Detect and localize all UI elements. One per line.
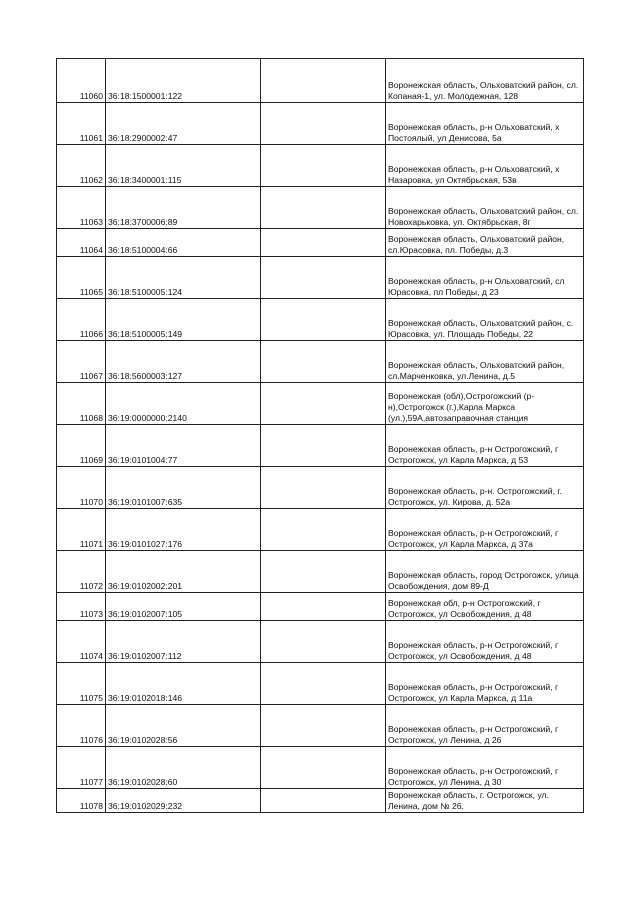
table-row [57, 257, 584, 299]
table-row [57, 551, 584, 593]
table-row [57, 425, 584, 467]
row-number: 11072 [57, 551, 106, 593]
property-registry-table [56, 58, 584, 813]
cadastral-number: 36:19:0102029:232 [106, 789, 261, 813]
table-row [57, 621, 584, 663]
empty-cell [261, 299, 386, 341]
row-number: 11060 [57, 59, 106, 103]
row-number: 11069 [57, 425, 106, 467]
address-cell: Воронежская область, р-н Острогожский, г Острогожск, ул Освобождения, д 48 [386, 621, 584, 663]
empty-cell [261, 425, 386, 467]
row-number: 11070 [57, 467, 106, 509]
empty-cell [261, 663, 386, 705]
empty-cell [261, 789, 386, 813]
cadastral-number: 36:18:3400001:115 [106, 145, 261, 187]
address-cell: Воронежская область, город Острогожск, улица Освобождения, дом 89-Д [386, 551, 584, 593]
table-row [57, 663, 584, 705]
cadastral-number: 36:19:0102018:146 [106, 663, 261, 705]
cadastral-number: 36:19:0102028:60 [106, 747, 261, 789]
cadastral-number: 36:19:0102007:105 [106, 593, 261, 621]
row-number: 11064 [57, 229, 106, 257]
row-number: 11073 [57, 593, 106, 621]
empty-cell [261, 621, 386, 663]
cadastral-number: 36:19:0102002:201 [106, 551, 261, 593]
address-cell: Воронежская область, Ольховатский район, сл.Марченковка, ул.Ленина, д.5 [386, 341, 584, 383]
row-number: 11071 [57, 509, 106, 551]
table-row [57, 789, 584, 813]
address-cell: Воронежская область, р-н Острогожский, г Острогожск, ул Карла Маркса, д 53 [386, 425, 584, 467]
empty-cell [261, 747, 386, 789]
empty-cell [261, 229, 386, 257]
cadastral-number: 36:19:0102028:56 [106, 705, 261, 747]
cadastral-number: 36:18:2900002:47 [106, 103, 261, 145]
table-body [57, 59, 584, 813]
cadastral-number: 36:19:0101007:635 [106, 467, 261, 509]
address-cell: Воронежская область, р-н Острогожский, г Острогожск, ул Карла Маркса, д 37а [386, 509, 584, 551]
cadastral-number: 36:18:5600003:127 [106, 341, 261, 383]
address-cell: Воронежская область, р-н Ольховатский, х Постоялый, ул Денисова, 5а [386, 103, 584, 145]
empty-cell [261, 257, 386, 299]
cadastral-number: 36:18:5100005:124 [106, 257, 261, 299]
row-number: 11063 [57, 187, 106, 229]
row-number: 11067 [57, 341, 106, 383]
table-row [57, 705, 584, 747]
empty-cell [261, 103, 386, 145]
empty-cell [261, 341, 386, 383]
row-number: 11078 [57, 789, 106, 813]
table-row [57, 187, 584, 229]
address-cell: Воронежская область, Ольховатский район, с. Юрасовка, ул. Площадь Победы, 22 [386, 299, 584, 341]
empty-cell [261, 509, 386, 551]
empty-cell [261, 383, 386, 425]
cadastral-number: 36:19:0102007:112 [106, 621, 261, 663]
table-row [57, 467, 584, 509]
row-number: 11076 [57, 705, 106, 747]
table-row [57, 103, 584, 145]
table-row [57, 299, 584, 341]
address-cell: Воронежская область, р-н Острогожский, г Острогожск, ул Карла Маркса, д 11а [386, 663, 584, 705]
address-cell: Воронежская область, р-н. Острогожский, г. Острогожск, ул. Кирова, д. 52а [386, 467, 584, 509]
cadastral-number: 36:18:1500001:122 [106, 59, 261, 103]
empty-cell [261, 593, 386, 621]
empty-cell [261, 551, 386, 593]
cadastral-number: 36:19:0000000:2140 [106, 383, 261, 425]
cadastral-number: 36:18:5100005:149 [106, 299, 261, 341]
table-row [57, 341, 584, 383]
table-row [57, 59, 584, 103]
row-number: 11062 [57, 145, 106, 187]
row-number: 11065 [57, 257, 106, 299]
table-row [57, 747, 584, 789]
row-number: 11075 [57, 663, 106, 705]
empty-cell [261, 705, 386, 747]
address-cell: Воронежская область, р-н Острогожский, г Острогожск, ул Ленина, д 30 [386, 747, 584, 789]
empty-cell [261, 145, 386, 187]
address-cell: Воронежская (обл),Острогожский (р-н),Острогожск (г.),Карла Маркса (ул.),59А,автозаправочная станция [386, 383, 584, 425]
cadastral-number: 36:19:0101027:176 [106, 509, 261, 551]
table-row [57, 383, 584, 425]
row-number: 11077 [57, 747, 106, 789]
address-cell: Воронежская область, Ольховатский район, сл. Новохарьковка, ул. Октябрьская, 8г [386, 187, 584, 229]
empty-cell [261, 187, 386, 229]
row-number: 11066 [57, 299, 106, 341]
address-cell: Воронежская обл, р-н Острогожский, г Острогожск, ул Освобождения, д 48 [386, 593, 584, 621]
row-number: 11074 [57, 621, 106, 663]
address-cell: Воронежская область, Ольховатский район, сл.Юрасовка, пл. Победы, д.3 [386, 229, 584, 257]
table-row [57, 593, 584, 621]
cadastral-number: 36:18:3700006:89 [106, 187, 261, 229]
address-cell: Воронежская область, Ольховатский район, сл. Копаная-1, ул. Молодежная, 128 [386, 59, 584, 103]
address-cell: Воронежская область, р-н Ольховатский, сл Юрасовка, пл Победы, д 23 [386, 257, 584, 299]
empty-cell [261, 467, 386, 509]
row-number: 11061 [57, 103, 106, 145]
table-row [57, 509, 584, 551]
address-cell: Воронежская область, г. Острогожск, ул. Ленина, дом № 26. [386, 789, 584, 813]
address-cell: Воронежская область, р-н Ольховатский, х Назаровка, ул Октябрьская, 53в [386, 145, 584, 187]
address-cell: Воронежская область, р-н Острогожский, г Острогожск, ул Ленина, д 26 [386, 705, 584, 747]
table-row [57, 229, 584, 257]
cadastral-number: 36:18:5100004:66 [106, 229, 261, 257]
empty-cell [261, 59, 386, 103]
row-number: 11068 [57, 383, 106, 425]
table-row [57, 145, 584, 187]
cadastral-number: 36:19:0101004:77 [106, 425, 261, 467]
